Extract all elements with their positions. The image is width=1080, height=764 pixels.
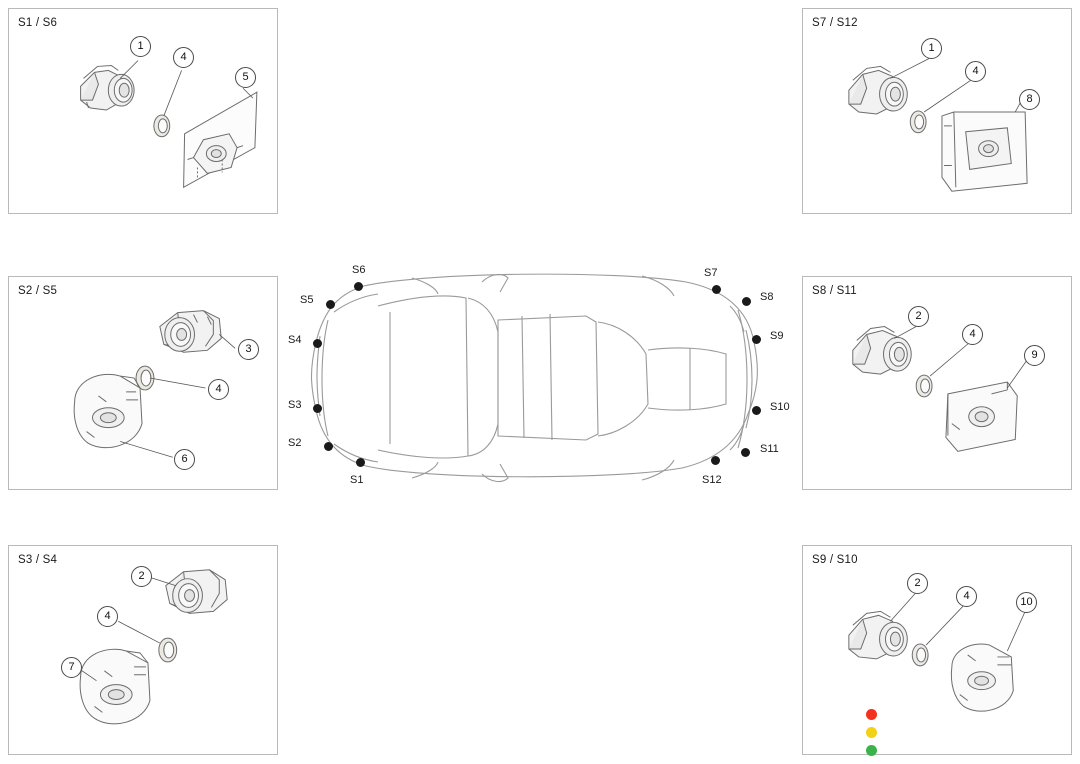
callout-4: 4: [173, 47, 194, 68]
sensor-dot-S12: [711, 456, 720, 465]
callout-2: 2: [908, 306, 929, 327]
sensor-dot-S2: [324, 442, 333, 451]
status-legend: [866, 709, 880, 763]
sensor-label-S7: S7: [704, 267, 718, 279]
callout-4: 4: [97, 606, 118, 627]
callout-7: 7: [61, 657, 82, 678]
sensor-label-S12: S12: [702, 474, 722, 486]
panel-s8-s11: [802, 276, 1072, 490]
callout-10: 10: [1016, 592, 1037, 613]
status-dot-green: [866, 745, 877, 756]
panel-s9-s10: [802, 545, 1072, 755]
sensor-dot-S11: [741, 448, 750, 457]
callout-9: 9: [1024, 345, 1045, 366]
callout-8: 8: [1019, 89, 1040, 110]
sensor-label-S9: S9: [770, 330, 784, 342]
callout-4: 4: [965, 61, 986, 82]
callout-5: 5: [235, 67, 256, 88]
sensor-label-S5: S5: [300, 294, 314, 306]
callout-3: 3: [238, 339, 259, 360]
status-dot-yellow: [866, 727, 877, 738]
panel-s1-s6: [8, 8, 278, 214]
sensor-dot-S3: [313, 404, 322, 413]
sensor-dot-S10: [752, 406, 761, 415]
panel-s9-s10-artwork: [803, 546, 1071, 754]
sensor-label-S6: S6: [352, 264, 366, 276]
sensor-label-S11: S11: [760, 443, 779, 455]
callout-1: 1: [921, 38, 942, 59]
panel-s2-s5-artwork: [9, 277, 277, 489]
callout-2: 2: [907, 573, 928, 594]
sensor-label-S1: S1: [350, 474, 364, 486]
panel-s2-s5: [8, 276, 278, 490]
panel-s3-s4: [8, 545, 278, 755]
panel-s8-s11-artwork: [803, 277, 1071, 489]
panel-s7-s12-label: S7 / S12: [812, 17, 858, 29]
sensor-dot-S5: [326, 300, 335, 309]
panel-s7-s12: [802, 8, 1072, 214]
callout-2: 2: [131, 566, 152, 587]
callout-4: 4: [208, 379, 229, 400]
callout-4: 4: [956, 586, 977, 607]
sensor-label-S8: S8: [760, 291, 774, 303]
sensor-label-S2: S2: [288, 437, 302, 449]
sensor-label-S3: S3: [288, 399, 302, 411]
panel-s2-s5-label: S2 / S5: [18, 285, 58, 297]
vehicle-top-view: [286, 258, 796, 498]
panel-s3-s4-label: S3 / S4: [18, 554, 58, 566]
callout-4: 4: [962, 324, 983, 345]
panel-s1-s6-label: S1 / S6: [18, 17, 58, 29]
sensor-dot-S7: [712, 285, 721, 294]
sensor-dot-S9: [752, 335, 761, 344]
sensor-label-S10: S10: [770, 401, 790, 413]
panel-s9-s10-label: S9 / S10: [812, 554, 858, 566]
sensor-label-S4: S4: [288, 334, 302, 346]
sensor-dot-S8: [742, 297, 751, 306]
sensor-dot-S6: [354, 282, 363, 291]
sensor-dot-S4: [313, 339, 322, 348]
panel-s8-s11-label: S8 / S11: [812, 285, 857, 297]
callout-1: 1: [130, 36, 151, 57]
callout-6: 6: [174, 449, 195, 470]
status-dot-red: [866, 709, 877, 720]
sensor-dot-S1: [356, 458, 365, 467]
